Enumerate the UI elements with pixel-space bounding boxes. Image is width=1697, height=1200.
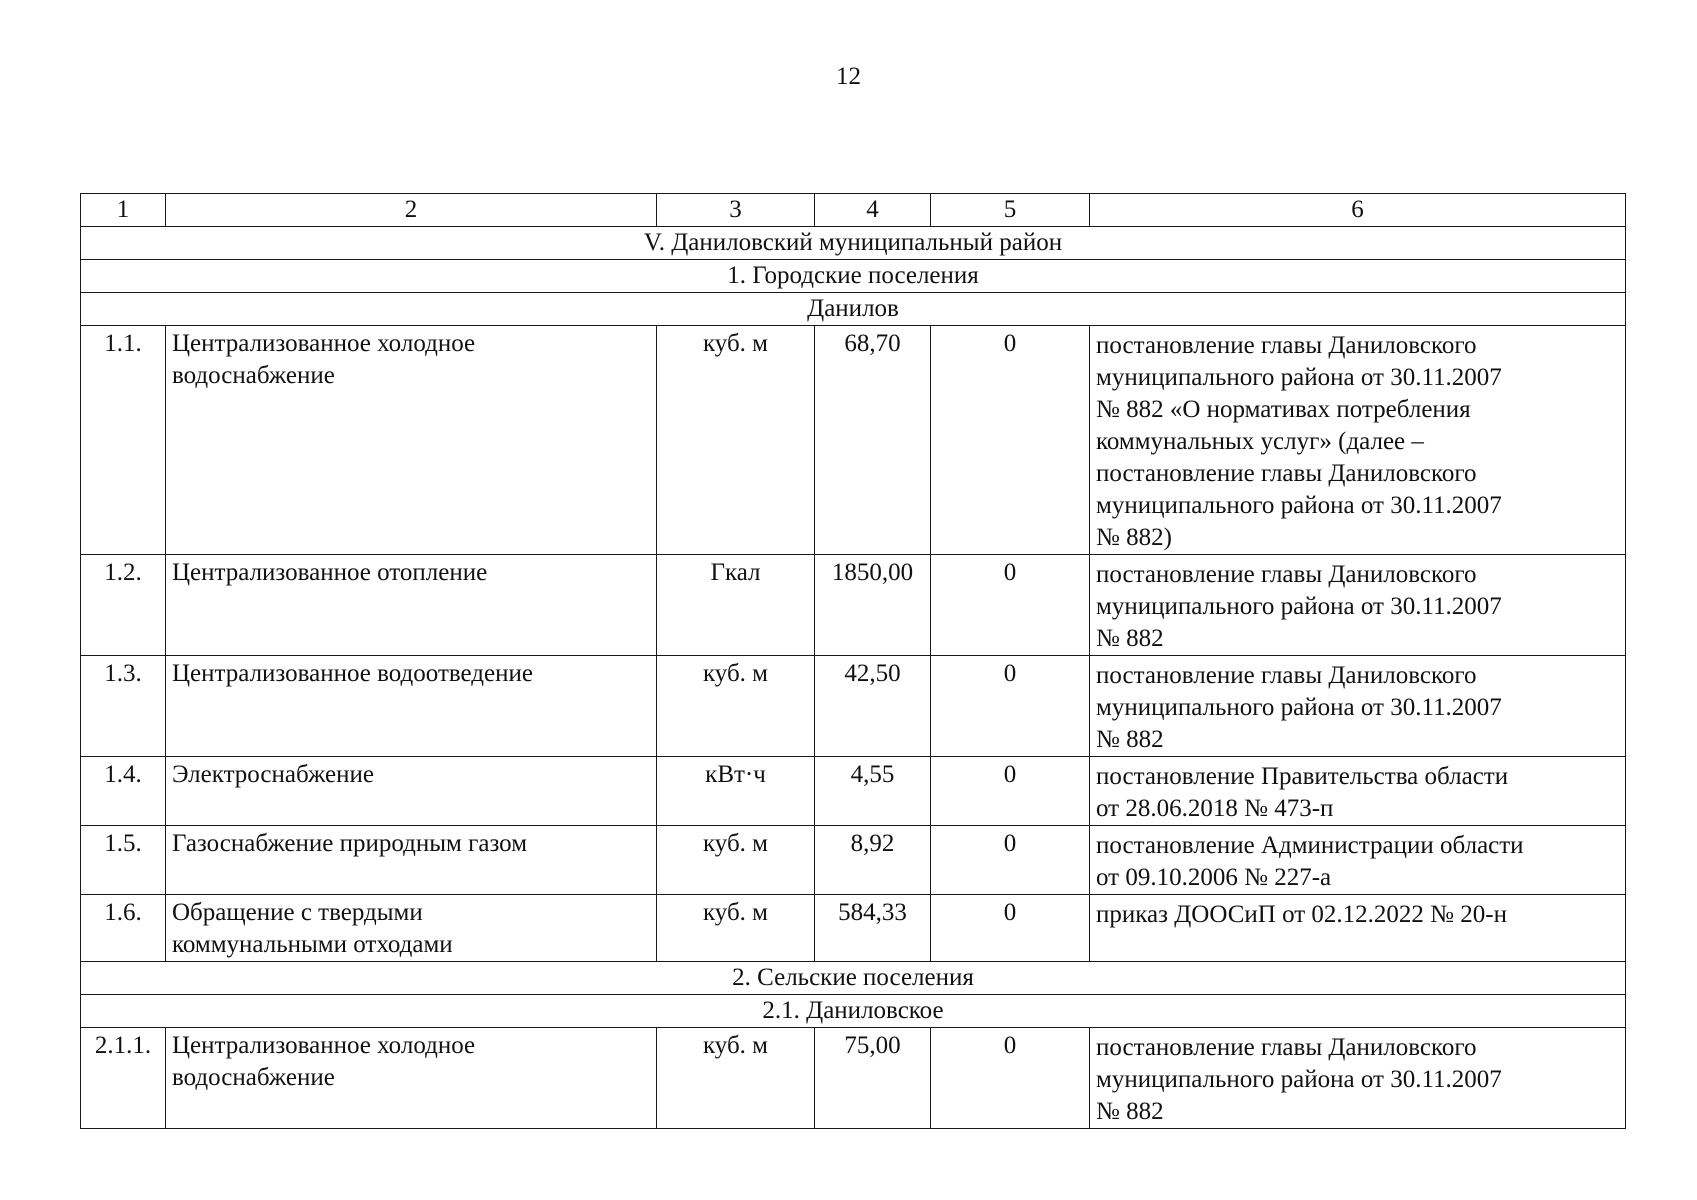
- basis-line: постановление главы Даниловского: [1096, 662, 1477, 689]
- subsection-row: [81, 260, 1626, 293]
- basis-line: постановление главы Даниловского: [1096, 1034, 1477, 1061]
- service-line: Обращение с твердыми: [172, 899, 423, 926]
- table-row: [81, 757, 1626, 826]
- row-number: 1.6.: [81, 895, 166, 962]
- header-cell: 5: [931, 194, 1090, 227]
- value: 584,33: [815, 895, 931, 962]
- service-name: [166, 555, 657, 656]
- unit: куб. м: [657, 1028, 815, 1129]
- service-line: водоснабжение: [172, 1064, 335, 1091]
- header-cell: 1: [81, 194, 166, 227]
- row-number: 1.4.: [81, 757, 166, 826]
- col5-value: 0: [931, 826, 1090, 895]
- col5-value: 0: [931, 757, 1090, 826]
- service-line: Газоснабжение природным газом: [172, 830, 528, 857]
- header-cell: 6: [1090, 194, 1626, 227]
- legal-basis: [1090, 757, 1626, 826]
- subsection-row: [81, 962, 1626, 995]
- header-cell: 4: [815, 194, 931, 227]
- row-number: 1.5.: [81, 826, 166, 895]
- basis-line: постановление Администрации области: [1096, 832, 1524, 859]
- service-line: Централизованное отопление: [172, 559, 488, 586]
- basis-line: муниципального района от 30.11.2007: [1096, 694, 1502, 721]
- col5-value: 0: [931, 895, 1090, 962]
- basis-line: от 28.06.2018 № 473-п: [1096, 795, 1334, 822]
- locality-row: [81, 995, 1626, 1028]
- service-name: [166, 656, 657, 757]
- service-line: коммунальными отходами: [172, 931, 453, 958]
- row-number: 2.1.1.: [81, 1028, 166, 1129]
- table-row: [81, 656, 1626, 757]
- basis-line: постановление главы Даниловского: [1096, 460, 1477, 487]
- service-line: Централизованное холодное: [172, 1032, 476, 1059]
- legal-basis: [1090, 826, 1626, 895]
- service-name: [166, 826, 657, 895]
- unit: куб. м: [657, 895, 815, 962]
- col5-value: 0: [931, 326, 1090, 555]
- row-number: 1.1.: [81, 326, 166, 555]
- basis-line: постановление главы Даниловского: [1096, 332, 1477, 359]
- legal-basis: [1090, 1028, 1626, 1129]
- legal-basis: [1090, 656, 1626, 757]
- basis-line: от 09.10.2006 № 227-а: [1096, 864, 1332, 891]
- norms-table: [80, 193, 1626, 1129]
- value: 4,55: [815, 757, 931, 826]
- subsection-title: 2. Сельские поселения: [81, 962, 1626, 995]
- basis-line: № 882 «О нормативах потребления: [1096, 396, 1471, 423]
- basis-line: № 882): [1096, 524, 1172, 551]
- basis-line: коммунальных услуг» (далее –: [1096, 428, 1424, 455]
- unit: куб. м: [657, 826, 815, 895]
- service-name: [166, 326, 657, 555]
- table-row: [81, 826, 1626, 895]
- service-line: Централизованное холодное: [172, 330, 476, 357]
- legal-basis: [1090, 895, 1626, 962]
- header-cell: 2: [166, 194, 657, 227]
- table-row: [81, 555, 1626, 656]
- col5-value: 0: [931, 656, 1090, 757]
- basis-line: муниципального района от 30.11.2007: [1096, 492, 1502, 519]
- service-line: Централизованное водоотведение: [172, 660, 533, 687]
- basis-line: № 882: [1096, 1098, 1164, 1125]
- basis-line: постановление главы Даниловского: [1096, 561, 1477, 588]
- unit: куб. м: [657, 326, 815, 555]
- basis-line: постановление Правительства области: [1096, 763, 1509, 790]
- service-line: водоснабжение: [172, 362, 335, 389]
- service-name: [166, 895, 657, 962]
- locality-row: [81, 293, 1626, 326]
- service-line: Электроснабжение: [172, 761, 374, 788]
- table-row: [81, 895, 1626, 962]
- value: 1850,00: [815, 555, 931, 656]
- legal-basis: [1090, 326, 1626, 555]
- basis-line: № 882: [1096, 625, 1164, 652]
- col5-value: 0: [931, 555, 1090, 656]
- legal-basis: [1090, 555, 1626, 656]
- unit: Гкал: [657, 555, 815, 656]
- basis-line: приказ ДООСиП от 02.12.2022 № 20-н: [1096, 901, 1507, 928]
- section-title: V. Даниловский муниципальный район: [81, 227, 1626, 260]
- basis-line: муниципального района от 30.11.2007: [1096, 1066, 1502, 1093]
- table-row: [81, 326, 1626, 555]
- service-name: [166, 1028, 657, 1129]
- header-row: [81, 194, 1626, 227]
- unit: куб. м: [657, 656, 815, 757]
- service-name: [166, 757, 657, 826]
- value: 75,00: [815, 1028, 931, 1129]
- row-number: 1.3.: [81, 656, 166, 757]
- subsection-title: 1. Городские поселения: [81, 260, 1626, 293]
- page-number: 12: [836, 63, 861, 90]
- col5-value: 0: [931, 1028, 1090, 1129]
- section-row: [81, 227, 1626, 260]
- basis-line: № 882: [1096, 726, 1164, 753]
- basis-line: муниципального района от 30.11.2007: [1096, 364, 1502, 391]
- value: 42,50: [815, 656, 931, 757]
- unit: кВт·ч: [657, 757, 815, 826]
- basis-line: муниципального района от 30.11.2007: [1096, 593, 1502, 620]
- value: 68,70: [815, 326, 931, 555]
- value: 8,92: [815, 826, 931, 895]
- header-cell: 3: [657, 194, 815, 227]
- table-row: [81, 1028, 1626, 1129]
- locality-title: Данилов: [81, 293, 1626, 326]
- locality-title: 2.1. Даниловское: [81, 995, 1626, 1028]
- row-number: 1.2.: [81, 555, 166, 656]
